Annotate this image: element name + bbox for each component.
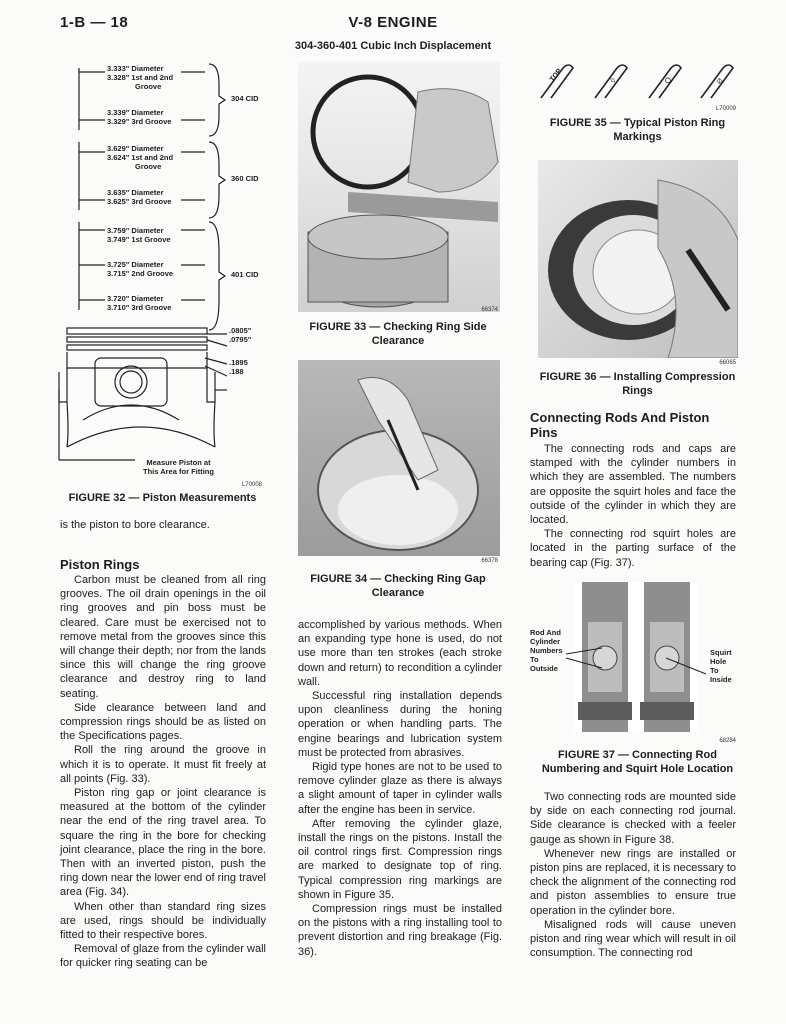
squirt-hole-label: [710, 648, 732, 684]
note-line: This Area for Fitting: [143, 467, 214, 476]
ring-mark-square: ⧄: [714, 75, 725, 86]
label-line: To: [710, 666, 719, 675]
page-number: 1-B — 18: [60, 14, 129, 31]
ring-mark-top: TOP: [548, 67, 564, 84]
paragraph: Removal of glaze from the cylinder wall for quicker ring seating can be: [60, 943, 266, 970]
figure-33-code: 66374: [481, 307, 498, 313]
cid-label-304: 304 CID: [231, 94, 259, 103]
spec-group-3c: [107, 294, 187, 312]
paragraph: The connecting rod squirt holes are located in the parting surface of the bearing cap (Fig. 37).: [530, 528, 736, 569]
figure-33-photo: [298, 62, 500, 312]
ring-mark-diamond: ◊: [608, 76, 618, 85]
ring-gap-illustration: [298, 360, 500, 556]
paragraph: Two connecting rods are mounted side by side on each connecting rod journal. Side clearance is checked with a feeler gauge as shown in Figure 38.: [530, 791, 736, 846]
spec-group-2a: [107, 144, 187, 171]
spec-group-1b: [107, 108, 187, 126]
col3-body-top: [530, 442, 736, 570]
page-subtitle: 304-360-401 Cubic Inch Displacement: [294, 40, 492, 52]
spec-line: 3.329" 3rd Groove: [107, 117, 172, 126]
paragraph: When other than standard ring sizes are used, rings should be individually fitted to their respective bores.: [60, 900, 266, 942]
figure-33-caption: FIGURE 33 — Checking Ring Side Clearance: [309, 321, 487, 347]
spec-line: 3.749" 1st Groove: [107, 235, 171, 244]
col1-intro: [60, 518, 266, 532]
figure-36-photo: [538, 160, 738, 358]
paragraph: Side clearance between land and compression rings should be as listed on the Specifications pages.: [60, 701, 266, 743]
land-dimension: [229, 326, 251, 344]
figure-37-code: 68284: [719, 738, 736, 744]
paragraph: Misaligned rods will cause uneven piston and ring wear which will result in oil consumption. The connecting rod: [530, 918, 736, 960]
spec-line: 3.710" 3rd Groove: [107, 303, 172, 312]
spec-line: 3.333" Diameter: [107, 64, 164, 73]
label-line: Hole: [710, 657, 727, 666]
paragraph: accomplished by various methods. When an expanding type hone is used, do not use more than ten strokes (each stroke down and return) to recondition a cylinder wall.: [298, 619, 502, 688]
figure-34-caption: FIGURE 34 — Checking Ring Gap Clearance: [310, 573, 486, 599]
figure-37: [530, 582, 740, 737]
paragraph: Whenever new rings are installed or piston pins are replaced, it is necessary to check the alignment of the connecting rod and piston assemblies to ensure true operation in the cylinder bore.: [530, 847, 736, 917]
paragraph: After removing the cylinder glaze, install the rings on the pistons. Install the oil control rings first. Compression rings are marked to designate top of ring. Typical compression ring markings are shown in Figure 35.: [298, 817, 502, 901]
label-line: Numbers: [530, 646, 563, 655]
figure-36-code: 66065: [719, 360, 736, 366]
spec-line: 3.624" 1st and 2nd: [107, 153, 174, 162]
col2-body: [298, 618, 502, 959]
spec-line: 3.635" Diameter: [107, 188, 164, 197]
dim-value: .0795": [229, 335, 252, 344]
figure-32-code: L70008: [241, 482, 262, 488]
col1-body: [60, 573, 266, 971]
cid-label-401: 401 CID: [231, 270, 259, 279]
paragraph: Rigid type hones are not to be used to remove cylinder glaze as there is always a slight amount of taper in cylinder walls after the engine has been in service.: [298, 761, 502, 816]
figure-35-caption: FIGURE 35 — Typical Piston Ring Markings: [549, 117, 726, 143]
spec-line: 3.328" 1st and 2nd: [107, 73, 174, 82]
label-line: To: [530, 655, 539, 664]
rod-number-label: [530, 628, 563, 673]
heading-connecting-rods: Connecting Rods And Piston Pins: [530, 410, 710, 440]
spec-line: 3.339" Diameter: [107, 108, 164, 117]
spec-line: 3.629" Diameter: [107, 144, 164, 153]
label-line: Cylinder: [530, 637, 561, 646]
intro-paragraph: is the piston to bore clearance.: [60, 519, 210, 531]
dim-value: .1895: [229, 358, 248, 367]
figure-34-code: 66378: [481, 558, 498, 564]
label-line: Squirt: [710, 648, 732, 657]
figure-36-caption: FIGURE 36 — Installing Compression Rings: [539, 371, 736, 397]
spec-line: 3.725" Diameter: [107, 260, 164, 269]
cid-label-360: 360 CID: [231, 174, 259, 183]
measure-note: [143, 458, 214, 476]
spec-line: 3.759" Diameter: [107, 226, 164, 235]
spec-group-3b: [107, 260, 187, 278]
figure-37-caption: FIGURE 37 — Connecting Rod Numbering and Squirt Hole Location: [541, 749, 734, 775]
figure-32-caption: FIGURE 32 — Piston Measurements: [68, 492, 257, 504]
dim-value: .0805": [229, 326, 252, 335]
paragraph: Carbon must be cleaned from all ring grooves. The oil drain openings in the oil ring grooves and pin boss must be cleared. Care must be exercised not to remove metal from the grooves since this will change their depth; nor from the lands since this will change the ring groove clearance and destroy ring to land seating.: [60, 574, 266, 700]
ring-install-illustration: [538, 160, 738, 358]
label-line: Inside: [710, 675, 732, 684]
spec-line: 3.625" 3rd Groove: [107, 197, 172, 206]
spec-line: Groove: [135, 162, 162, 171]
note-line: Measure Piston at: [146, 458, 211, 467]
paragraph: Piston ring gap or joint clearance is measured at the bottom of the cylinder near the end of the ring travel area. To square the ring in the bore for checking joint clearance, place the ring in the bore. Then with an inverted piston, push the ring down near the lower end of ring travel area (Fig. 34).: [60, 787, 266, 899]
label-line: Rod And: [530, 628, 561, 637]
figure-35-code: L70009: [715, 106, 736, 112]
spec-group-1a: [107, 64, 187, 91]
paragraph: The connecting rods and caps are stamped with the cylinder numbers in which they are assembled. The numbers are opposite the squirt holes and face the outside of the cylinder in which they are located.: [530, 443, 736, 527]
label-line: Outside: [530, 664, 558, 673]
figure-32-diagram: [55, 60, 275, 480]
ring-mark-circle: O: [662, 75, 674, 86]
col3-body-bottom: [530, 790, 736, 960]
figure-34-photo: [298, 360, 500, 556]
page-title: V-8 ENGINE: [348, 14, 438, 31]
paragraph: Successful ring installation depends upon cleanliness during the honing operation or when handling parts. The engine bearings and lubrication system must be protected from abrasives.: [298, 690, 502, 759]
paragraph: Compression rings must be installed on the pistons with a ring installing tool to prevent distortion and ring breakage (Fig. 36).: [298, 903, 502, 958]
figure-35-ring-markings: [535, 58, 740, 106]
spec-line: 3.715" 2nd Groove: [107, 269, 174, 278]
spec-group-2b: [107, 188, 187, 206]
ring-marking-icons: [535, 58, 740, 106]
paragraph: Roll the ring around the groove in which it is to operate. It must fit freely at all points (Fig. 33).: [60, 744, 266, 785]
dim-value: .188: [229, 367, 244, 376]
groove-dimension: [229, 358, 248, 376]
spec-group-3a: [107, 226, 187, 244]
heading-piston-rings: Piston Rings: [60, 557, 140, 572]
spec-line: 3.720" Diameter: [107, 294, 164, 303]
spec-line: Groove: [135, 82, 162, 91]
ring-check-illustration: [298, 62, 500, 312]
